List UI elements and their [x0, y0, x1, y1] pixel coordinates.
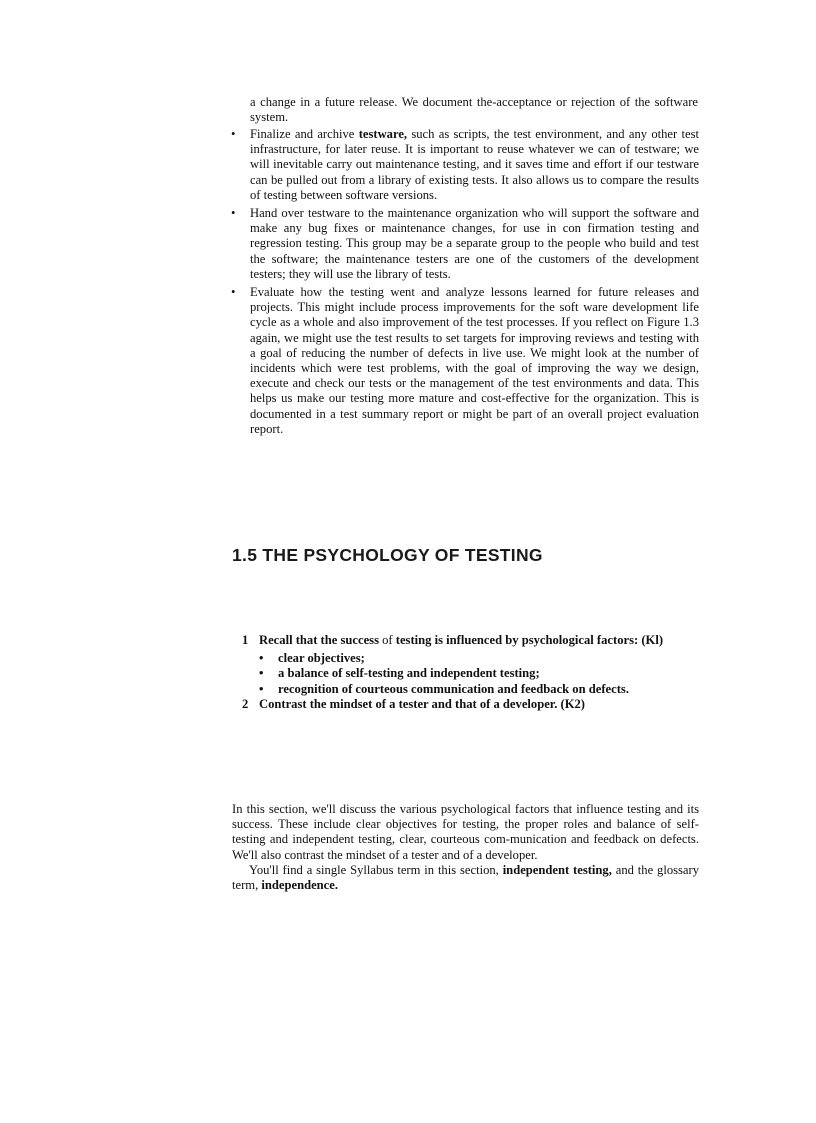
- list-item: • Hand over testware to the maintenance organization who will support the software and make any bug fixes or maintenance changes, for use in con firmation testing and regression testing. This group may be a separate group to the people who build and test the software; the maintenance testers are one of the customers of the development testers; they will use the library of tests.: [231, 206, 699, 281]
- section-intro: [232, 802, 699, 893]
- bullet-icon: •: [231, 285, 236, 300]
- term-independent-testing: independent testing,: [502, 862, 612, 877]
- objective-item-2: 2 Contrast the mindset of a tester and that of a developer. (K2): [242, 696, 586, 711]
- objective-subitems: [242, 651, 692, 697]
- list-item: • Evaluate how the testing went and analyze lessons learned for future releases and projects. This might include process improvements for the soft ware development life cycle as a whole and also improvement of the test processes. If you reflect on Figure 1.3 again, we might use the test results to set targets for improving reviews and testing with a goal of reducing the number of defects in live use. We might look at the number of incidents which were test problems, with the goal of improving the way we design, execute and check our tests or the management of the test environments and data. This helps us make our testing more mature and cost-effective for the organization. This is documented in a test summary report or might be part of an overall project evaluation report.: [231, 285, 699, 436]
- list-item: • recognition of courteous communication and feedback on defects.: [259, 681, 629, 696]
- intro-paragraph-terms: You'll find a single Syllabus term in this section, independent testing, and the glossary term, independence.: [232, 862, 700, 893]
- bullet-icon: •: [259, 666, 264, 681]
- term-testware: testware,: [358, 127, 408, 141]
- bullet-icon: •: [231, 127, 236, 141]
- bullet-icon: •: [259, 681, 264, 696]
- section-heading: 1.5 THE PSYCHOLOGY OF TESTING: [232, 545, 543, 565]
- objective-number: 1: [242, 633, 249, 647]
- list-item: • Finalize and archive testware, such as scripts, the test environment, and any other test infrastructure, for later reuse. It is important to reuse whatever we can of testware; we will inevitable carry out maintenance testing, and it saves time and effort if our testware can be pulled out from a library of existing tests. It also allows us to compare the results of testing between software versions.: [231, 127, 699, 202]
- intro-paragraph: In this section, we'll discuss the various psychological factors that influence testing and its success. These include clear objectives for testing, the proper roles and balance of self-testing and independent testing, clear, courteous com-munication and feedback on defects. We'll also contrast the mindset of a tester and of a developer.: [232, 802, 699, 862]
- objective-item-1: 1 Recall that the success of testing is influenced by psychological factors: (Kl): [242, 633, 664, 647]
- continuation-paragraph: a change in a future release. We document the-acceptance or rejection of the software system.: [250, 95, 698, 125]
- bullet-icon: •: [231, 206, 236, 221]
- term-independence: independence.: [261, 878, 339, 893]
- bullet-icon: •: [259, 651, 264, 666]
- learning-objectives: [242, 633, 692, 712]
- list-item: • a balance of self-testing and independent testing;: [259, 666, 540, 681]
- list-item: • clear objectives;: [259, 651, 365, 666]
- objective-number: 2: [242, 696, 249, 711]
- bullet-list: [231, 127, 699, 440]
